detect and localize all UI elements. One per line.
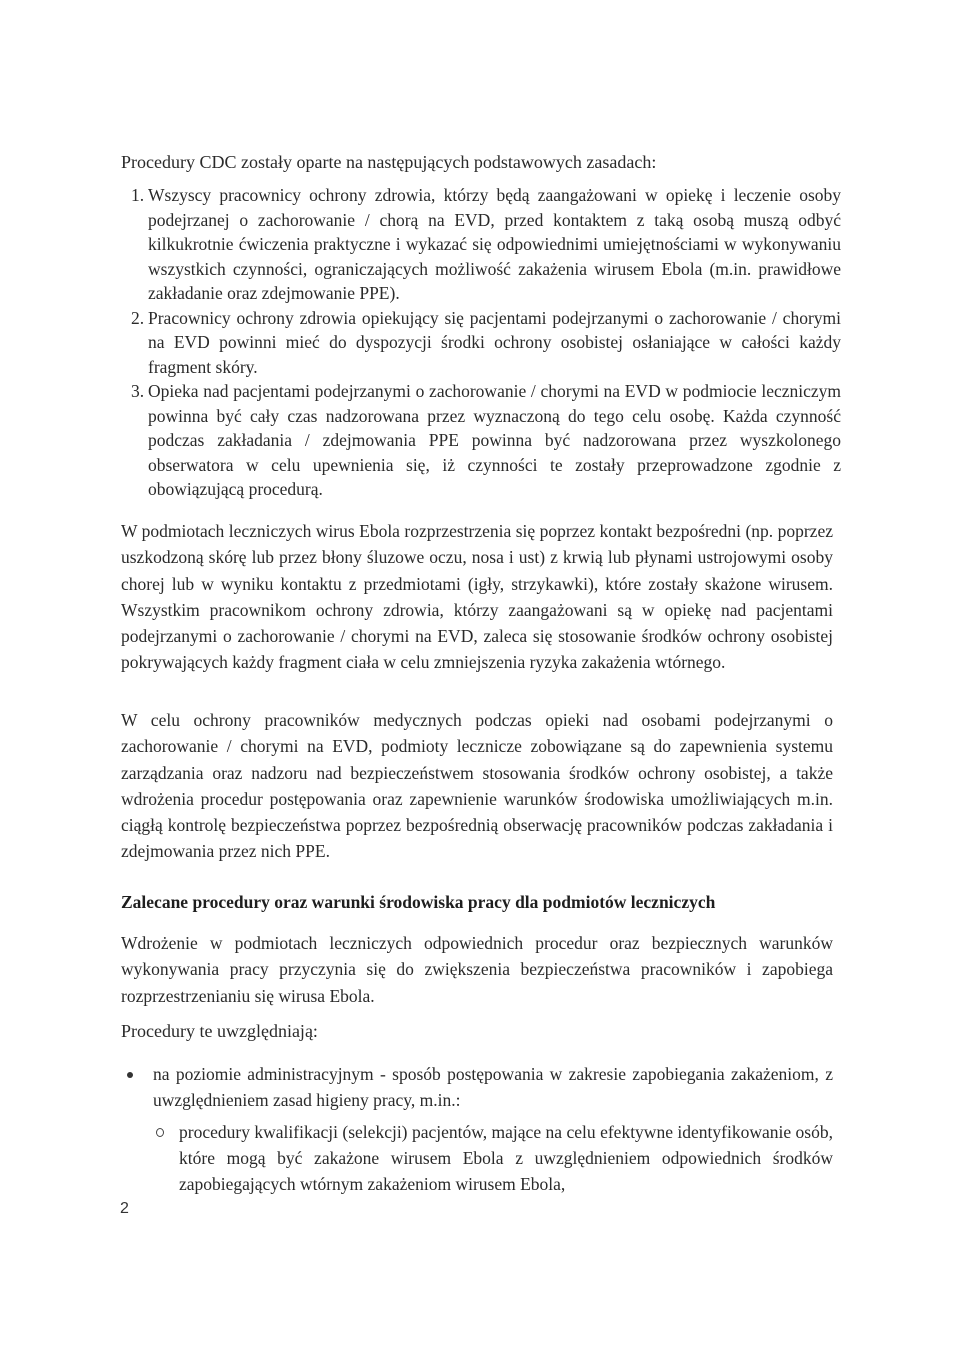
bullet-icon bbox=[127, 1072, 133, 1078]
procedures-list bbox=[121, 1061, 833, 1197]
principles-list bbox=[121, 183, 841, 502]
page-number: 2 bbox=[120, 1200, 129, 1217]
list-item-text: na poziomie administracyjnym - sposób postępowania w zakresie zapobiegania zakażeniom, z uwzględnieniem zasad higieny pracy, m.in.: bbox=[153, 1064, 833, 1110]
body-paragraph: W celu ochrony pracowników medycznych podczas opieki nad osobami podejrzanymi o zachorowanie / chorymi na EVD, podmioty lecznicze zobowiązane są do zapewnienia systemu zarządzania oraz nadzoru nad bezpieczeństwem stosowania środków ochrony osobistej, a także wdrożenia procedur postępowania oraz zapewnienie warunków środowiska umożliwiających m.in. ciągłą kontrolę bezpieczeństwa poprzez bezpośrednią obserwację pracowników podczas zakładania i zdejmowania przez nich PPE. bbox=[121, 710, 833, 862]
body-paragraph: W podmiotach leczniczych wirus Ebola rozprzestrzenia się poprzez kontakt bezpośredni (np. poprzez uszkodzoną skórę lub przez błony śluzowe oczu, nosa i ust) z krwią lub płynami ustrojowymi osoby chorej lub w wyniku kontaktu z przedmiotami (igły, strzykawki), które zostały skażone wirusem. Wszystkim pracownikom ochrony zdrowia, którzy zaangażowani są w opiekę nad pacjentami podejrzanymi o zachorowanie / chorymi na EVD, zaleca się stosowanie środków ochrony osobistej pokrywających każdy fragment ciała w celu zmniejszenia ryzyka zakażenia wtórnego. bbox=[121, 521, 833, 673]
sub-list-item bbox=[153, 1119, 833, 1197]
list-item-text: Opieka nad pacjentami podejrzanymi o zachorowanie / chorymi na EVD w podmiocie leczniczym powinna być cały czas nadzorowana przez wyznaczoną do tego celu osobę. Każda czynność podczas zakładania / zdejmowania PPE powinna być nadzorowana przez wyszkolonego obserwatora w celu upewnienia się, iż czynności te zostały przeprowadzone zgodnie z obowiązującą procedurą. bbox=[148, 381, 841, 499]
list-item-text: Wszyscy pracownicy ochrony zdrowia, którzy będą zaangażowani w opiekę i leczenie osoby podejrzanej o zachorowanie / chorą na EVD, przed kontaktem z taką osobą muszą odbyć kilkukrotnie ćwiczenia praktyczne i wykazać się odpowiednimi umiejętnościami w wykonywaniu wszystkich czynności, ograniczających możliwość zakażenia wirusem Ebola (m.in. prawidłowe zakładanie oraz zdejmowanie PPE). bbox=[148, 185, 841, 303]
list-item bbox=[121, 183, 841, 306]
intro-text: Procedury CDC zostały oparte na następujących podstawowych zasadach: bbox=[121, 152, 657, 172]
section-heading: Zalecane procedury oraz warunki środowiska pracy dla podmiotów leczniczych bbox=[121, 892, 716, 912]
list-marker: 2. bbox=[131, 307, 145, 328]
circle-bullet-icon bbox=[156, 1128, 164, 1137]
body-paragraph: Wdrożenie w podmiotach leczniczych odpowiednich procedur oraz bezpiecznych warunków wykonywania pracy przyczynia się do zwiększenia bezpieczeństwa pracowników i zapobiega rozprzestrzenianiu się wirusa Ebola. bbox=[121, 933, 833, 1006]
sub-list-item-text: procedury kwalifikacji (selekcji) pacjentów, mające na celu efektywne identyfikowanie osób, które mogą być zakażone wirusem Ebola z uwzględnieniem odpowiednich środków zapobiegających wtórnym zakażeniom wirusem Ebola, bbox=[179, 1122, 833, 1194]
list-marker: 3. bbox=[131, 381, 145, 401]
list-marker: 1. bbox=[131, 185, 145, 205]
list-item bbox=[121, 379, 841, 502]
list-item bbox=[121, 306, 841, 380]
list-item bbox=[121, 1061, 833, 1197]
list-item-text: Pracownicy ochrony zdrowia opiekujący się pacjentami podejrzanymi o zachorowanie / chorymi na EVD powinni mieć do dyspozycji środki ochrony osobistej osłaniające w całości każdy fragment skóry. bbox=[148, 307, 841, 377]
procedures-intro: Procedury te uwzględniają: bbox=[121, 1021, 318, 1041]
sub-list bbox=[153, 1119, 833, 1197]
